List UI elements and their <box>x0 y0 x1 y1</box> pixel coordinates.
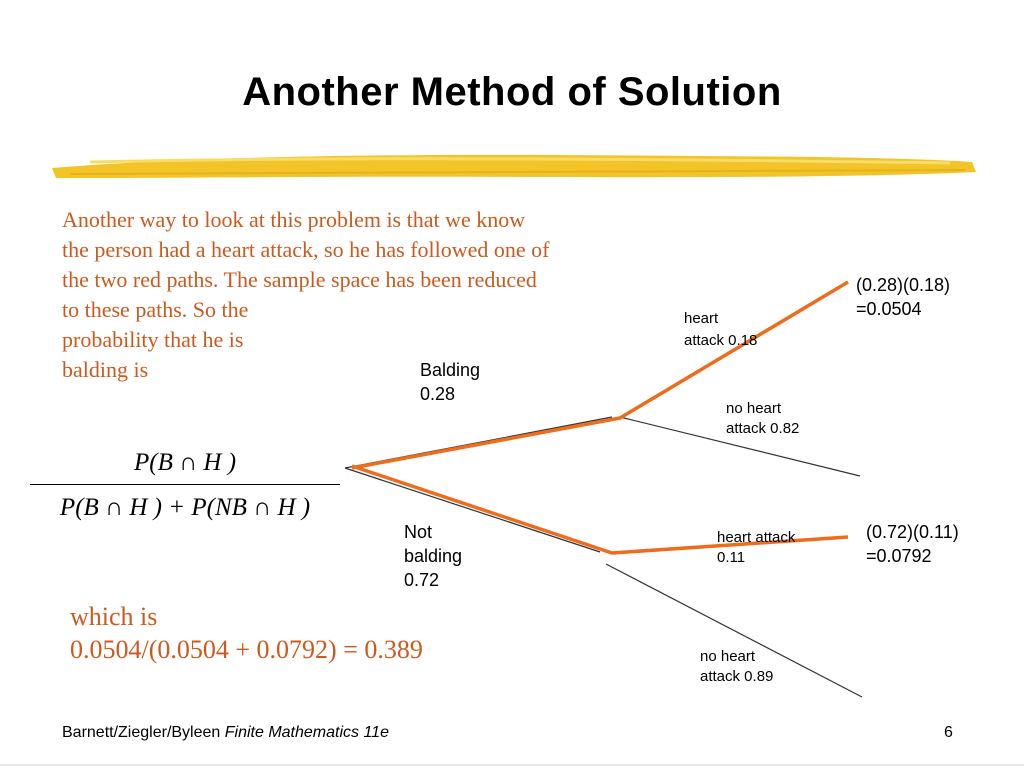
not-balding-label <box>404 520 462 592</box>
footer-book-title: Finite Mathematics 11e <box>224 724 389 741</box>
intro-line: balding is <box>62 357 149 382</box>
footer-authors: Barnett/Ziegler/Byleen <box>62 724 225 741</box>
formula-denominator: P(B ∩ H ) + P(NB ∩ H ) <box>59 494 311 521</box>
label-line: heart attack <box>717 529 796 546</box>
nb-heart-attack-product <box>866 520 959 568</box>
page-number: 6 <box>944 724 953 741</box>
label-line: attack 0.18 <box>684 332 758 349</box>
bottom-divider <box>0 764 1024 766</box>
slide-title: Another Method of Solution <box>242 70 782 114</box>
label-line: attack 0.82 <box>726 420 800 437</box>
label-line: attack 0.89 <box>700 668 774 685</box>
product-line: (0.72)(0.11) <box>866 522 959 542</box>
intro-line: the two red paths. The sample space has been reduced <box>62 267 537 292</box>
label-line: heart <box>684 310 719 327</box>
result-line: which is <box>70 602 158 631</box>
balding-label-line: Balding <box>420 360 481 380</box>
intro-line: Another way to look at this problem is that we know <box>62 207 526 232</box>
b-no-heart-attack-label <box>726 399 799 439</box>
intro-line: probability that he is <box>62 327 244 352</box>
label-line: no heart <box>700 648 756 665</box>
intro-line: the person had a heart attack, so he has followed one of <box>62 237 550 262</box>
footer-citation <box>62 724 389 742</box>
product-value: =0.0504 <box>856 299 922 319</box>
product-line: (0.28)(0.18) <box>856 275 951 295</box>
nb-no-heart-attack-label <box>700 647 773 687</box>
not-balding-label-line: Not <box>404 522 433 542</box>
label-line: no heart <box>726 400 782 417</box>
not-balding-label-line: balding <box>404 546 463 566</box>
not-balding-prob: 0.72 <box>404 570 440 590</box>
b-heart-attack-product <box>856 273 950 321</box>
formula-numerator: P(B ∩ H ) <box>133 449 237 476</box>
product-value: =0.0792 <box>866 546 932 566</box>
intro-line: to these paths. So the <box>62 297 249 322</box>
balding-prob: 0.28 <box>420 384 456 404</box>
branch-not-balding-thin <box>345 468 600 552</box>
label-line: 0.11 <box>717 549 746 566</box>
result-line: 0.0504/(0.0504 + 0.0792) = 0.389 <box>70 635 423 664</box>
nb-heart-attack-label <box>717 528 795 568</box>
balding-label <box>420 358 480 406</box>
b-heart-attack-label <box>684 308 757 352</box>
